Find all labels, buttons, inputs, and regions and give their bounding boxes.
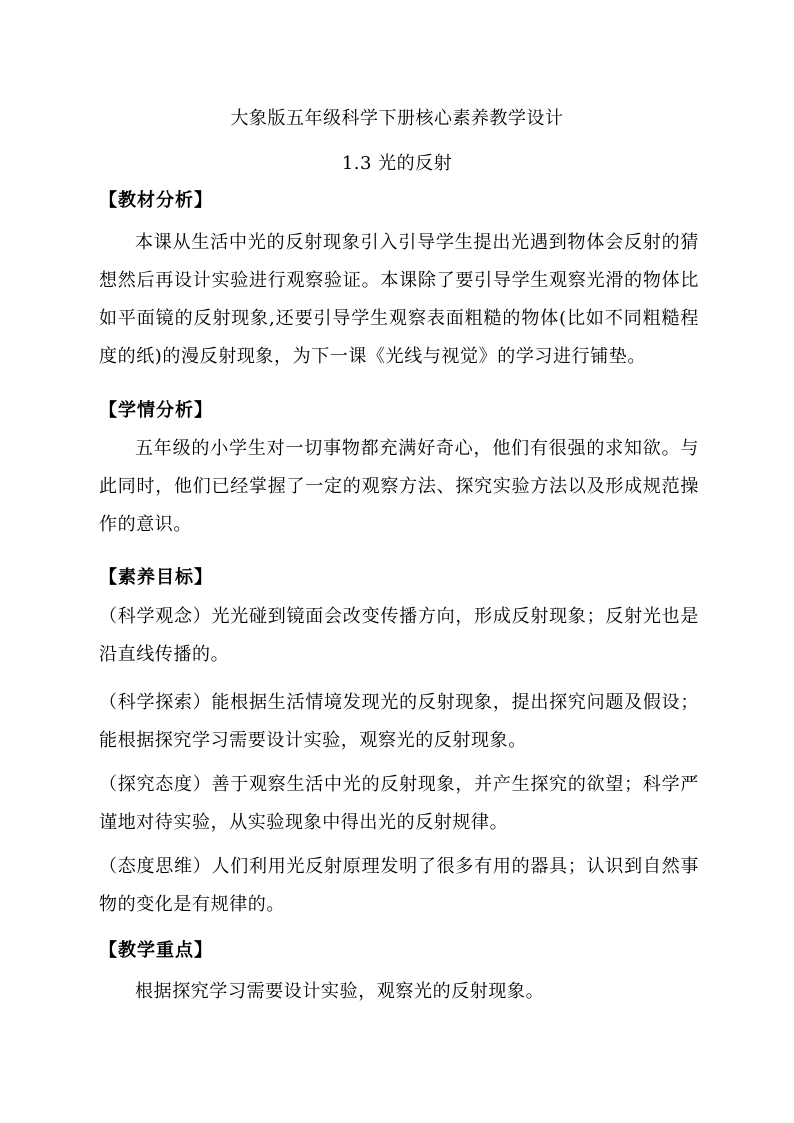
- section-heading-goals: 【素养目标】: [99, 567, 213, 588]
- lesson-title: 1.3 光的反射: [341, 153, 453, 174]
- section-heading-students: 【学情分析】: [99, 400, 213, 421]
- section-text-focus: 根据探究学习需要设计实验，观察光的反射现象。: [135, 981, 545, 1002]
- document-title: 大象版五年级科学下册核心素养教学设计: [230, 108, 564, 129]
- goal-item: （科学观念）光光碰到镜面会改变传播方向，形成反射现象；反射光也是沿直线传播的。: [99, 606, 699, 665]
- section-text-analysis: 本课从生活中光的反射现象引入引导学生提出光遇到物体会反射的猜想然后再设计实验进行观察验证。本课除了要引导学生观察光滑的物体比如平面镜的反射现象,还要引导学生观察表面粗糙的物体(比如不同粗糙程度的纸)的漫反射现象，为下一课《光线与视觉》的学习进行铺垫。: [99, 232, 699, 367]
- section-heading-focus: 【教学重点】: [99, 940, 213, 961]
- goal-item: （态度思维）人们利用光反射原理发明了很多有用的器具；认识到自然事物的变化是有规律的。: [99, 856, 699, 915]
- goal-item: （科学探索）能根据生活情境发现光的反射现象，提出探究问题及假设；能根据探究学习需要设计实验，观察光的反射现象。: [99, 692, 699, 751]
- goal-item: （探究态度）善于观察生活中光的反射现象，并产生探究的欲望；科学严谨地对待实验，从实验现象中得出光的反射规律。: [99, 774, 699, 833]
- section-text-students: 五年级的小学生对一切事物都充满好奇心，他们有很强的求知欲。与此同时，他们已经掌握了一定的观察方法、探究实验方法以及形成规范操作的意识。: [99, 438, 699, 535]
- section-heading-analysis: 【教材分析】: [99, 190, 213, 211]
